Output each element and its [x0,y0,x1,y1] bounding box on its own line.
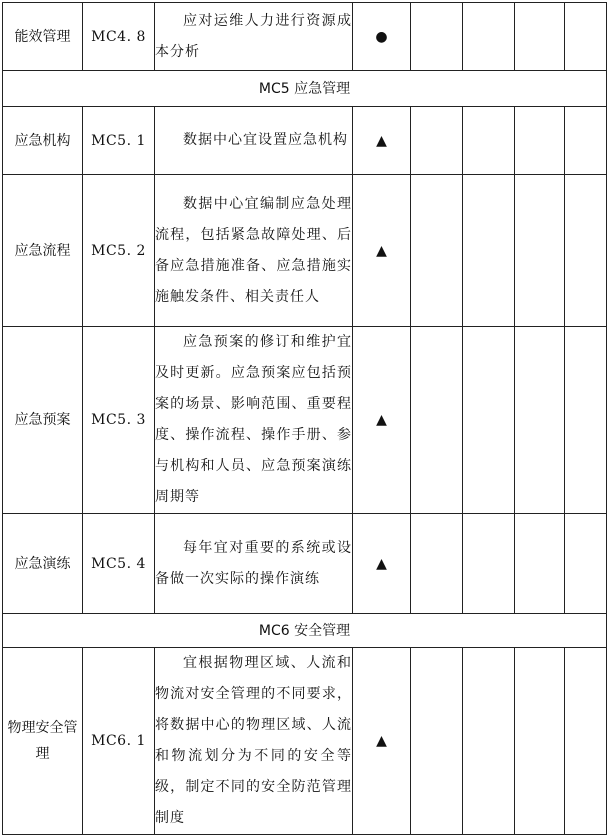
empty-cell [463,648,515,835]
section-title: MC5 应急管理 [3,71,607,107]
requirement-cell: 应急预案的修订和维护宜及时更新。应急预案应包括预案的场景、影响范围、重要程度、操作流程、操作手册、参与机构和人员、应急预案演练周期等 [155,327,353,514]
requirement-cell: 应对运维人力进行资源成本分析 [155,3,353,71]
filled-triangle-icon: ▲ [376,242,387,259]
requirement-cell: 每年宜对重要的系统或设备做一次实际的操作演练 [155,514,353,614]
table-row [3,514,607,614]
empty-cell [411,107,463,175]
code-cell: MC5. 4 [83,514,155,614]
empty-cell [463,514,515,614]
category-cell: 物理安全管理 [3,648,83,835]
empty-cell [565,107,607,175]
code-cell: MC5. 2 [83,175,155,327]
filled-triangle-icon: ▲ [376,132,387,149]
mark-cell [353,175,411,327]
category-cell: 应急演练 [3,514,83,614]
empty-cell [463,3,515,71]
empty-cell [515,648,565,835]
empty-cell [515,175,565,327]
filled-triangle-icon: ▲ [376,733,387,749]
filled-triangle-icon: ▲ [376,555,387,572]
empty-cell [463,107,515,175]
empty-cell [565,175,607,327]
empty-cell [515,514,565,614]
empty-cell [565,327,607,514]
code-cell: MC4. 8 [83,3,155,71]
mark-cell [353,648,411,835]
empty-cell [565,514,607,614]
category-cell: 应急预案 [3,327,83,514]
code-cell: MC5. 1 [83,107,155,175]
filled-triangle-icon: ▲ [376,412,387,428]
empty-cell [463,175,515,327]
section-row [3,71,607,107]
empty-cell [515,107,565,175]
filled-circle-icon: ● [375,28,388,45]
section-row [3,614,607,648]
empty-cell [411,3,463,71]
requirement-cell: 数据中心宜设置应急机构 [155,107,353,175]
requirement-cell: 数据中心宜编制应急处理流程，包括紧急故障处理、后备应急措施准备、应急措施实施触发条件、相关责任人 [155,175,353,327]
empty-cell [565,648,607,835]
category-cell: 应急流程 [3,175,83,327]
empty-cell [411,514,463,614]
category-cell: 应急机构 [3,107,83,175]
table-row [3,327,607,514]
empty-cell [463,327,515,514]
empty-cell [565,3,607,71]
code-cell: MC6. 1 [83,648,155,835]
table-row [3,175,607,327]
specification-table [2,2,607,835]
code-cell: MC5. 3 [83,327,155,514]
empty-cell [411,648,463,835]
mark-cell [353,327,411,514]
empty-cell [515,3,565,71]
table-row [3,107,607,175]
table-row [3,3,607,71]
empty-cell [411,175,463,327]
mark-cell [353,107,411,175]
table-row [3,648,607,835]
requirement-cell: 宜根据物理区域、人流和物流对安全管理的不同要求，将数据中心的物理区域、人流和物流划分为不同的安全等级，制定不同的安全防范管理制度 [155,648,353,835]
mark-cell [353,3,411,71]
section-title: MC6 安全管理 [3,614,607,648]
empty-cell [411,327,463,514]
empty-cell [515,327,565,514]
category-cell: 能效管理 [3,3,83,71]
mark-cell [353,514,411,614]
